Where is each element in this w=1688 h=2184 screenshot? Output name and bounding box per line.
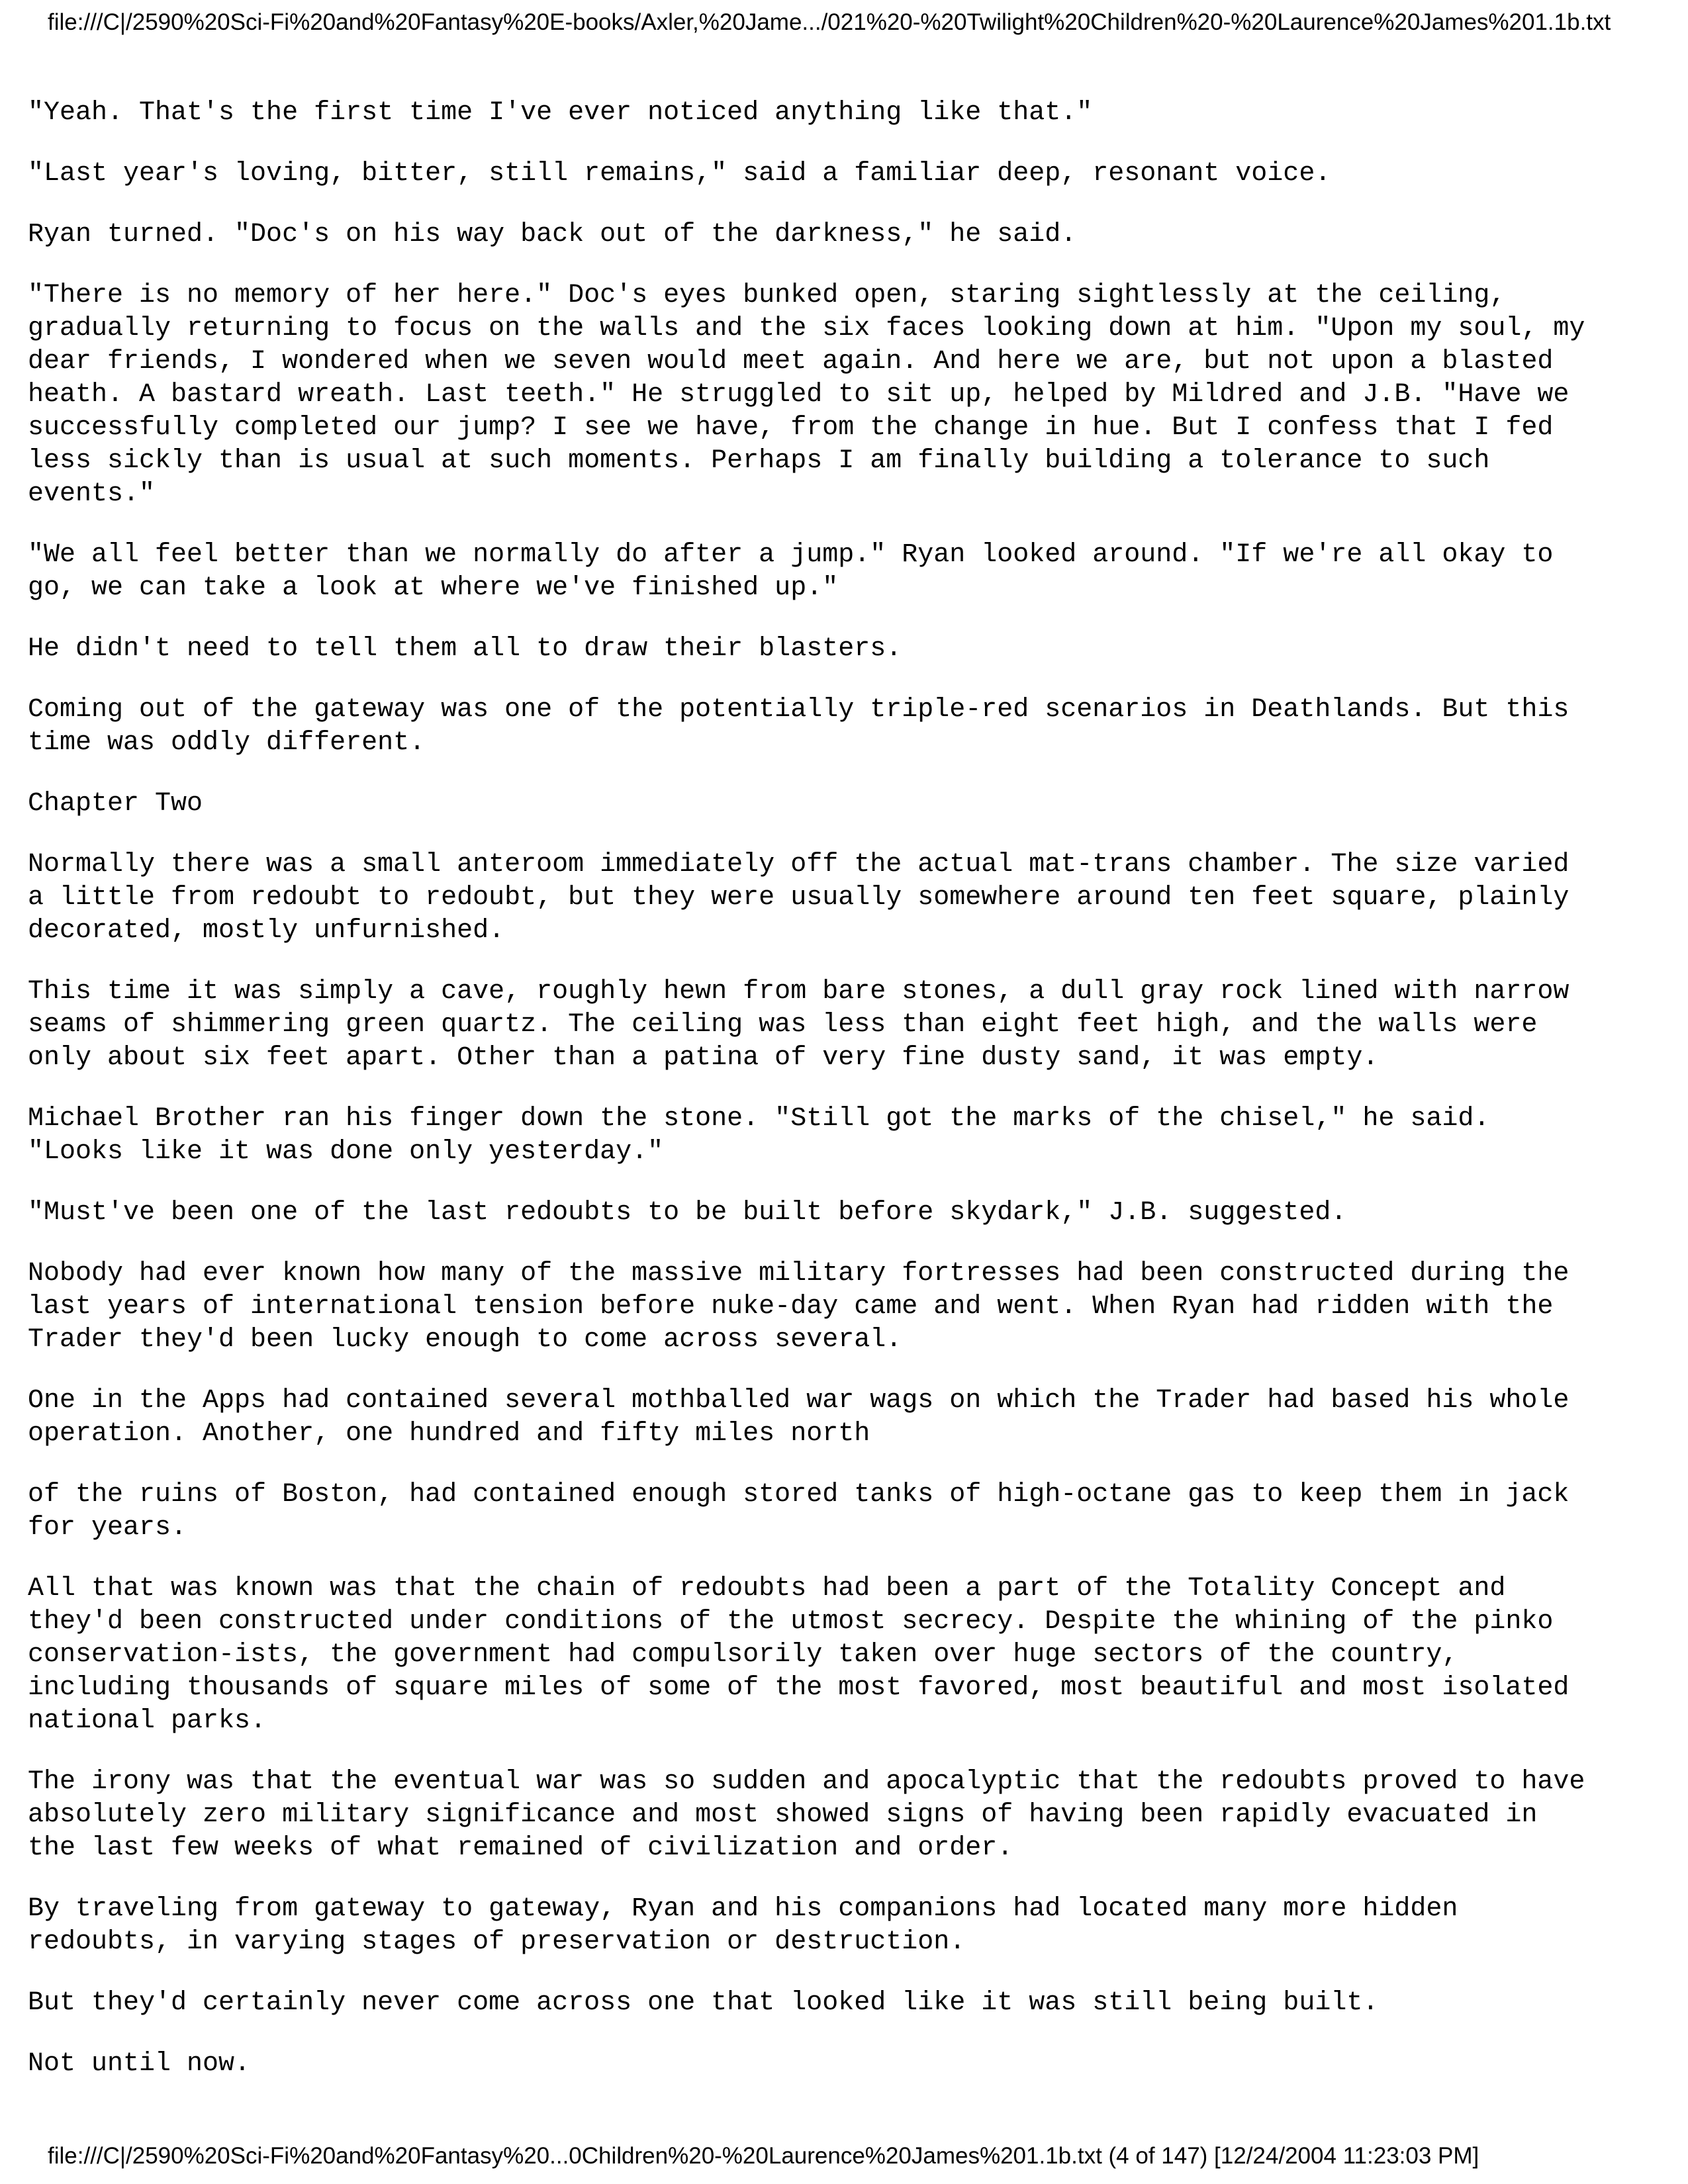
paragraph: "Yeah. That's the first time I've ever noticed anything like that.": [28, 98, 1093, 128]
paragraph: He didn't need to tell them all to draw their blasters.: [28, 634, 902, 664]
paragraph: "Must've been one of the last redoubts to be built before skydark," J.B. suggested.: [28, 1198, 1347, 1228]
paragraph: of the ruins of Boston, had contained enough stored tanks of high-octane gas to keep them in jack for years.: [28, 1480, 1570, 1543]
paragraph: Michael Brother ran his finger down the stone. "Still got the marks of the chisel," he said. "Looks like it was done only yesterday.": [28, 1104, 1490, 1167]
document-body: [28, 97, 1663, 2109]
paragraph: By traveling from gateway to gateway, Ryan and his companions had located many more hidden redoubts, in varying stages of preservation or destruction.: [28, 1894, 1458, 1957]
chapter-heading: Chapter Two: [28, 789, 203, 819]
paragraph: Ryan turned. "Doc's on his way back out of the darkness," he said.: [28, 220, 1077, 250]
footer-file-path: file:///C|/2590%20Sci-Fi%20and%20Fantasy%20...0Children%20-%20Laurence%20James%201.1b.txt (4 of 147) [12/24/2004 11:23:03 PM]: [48, 2143, 1479, 2169]
paragraph: Not until now.: [28, 2049, 251, 2079]
paragraph: Coming out of the gateway was one of the potentially triple-red scenarios in Deathlands. But this time was oddly different.: [28, 695, 1570, 758]
paragraph: "Last year's loving, bitter, still remains," said a familiar deep, resonant voice.: [28, 159, 1331, 189]
paragraph: This time it was simply a cave, roughly hewn from bare stones, a dull gray rock lined with narrow seams of shimmering green quartz. The ceiling was less than eight feet high, and the walls were only about six feet apart. Other than a patina of very fine dusty sand, it was empty.: [28, 977, 1570, 1073]
paragraph: All that was known was that the chain of redoubts had been a part of the Totality Concept and they'd been constructed under conditions of the utmost secrecy. Despite the whining of the pinko conservation-ists, the government had compulsorily taken over huge sectors of the country, including thousands of square miles of some of the most favored, most beautiful and most isolated national parks.: [28, 1574, 1570, 1736]
paragraph: Nobody had ever known how many of the massive military fortresses had been constructed during the last years of international tension before nuke-day came and went. When Ryan had ridden with the Trader they'd been lucky enough to come across several.: [28, 1259, 1570, 1355]
paragraph: "We all feel better than we normally do after a jump." Ryan looked around. "If we're all okay to go, we can take a look at where we've finished up.": [28, 540, 1554, 603]
paragraph: Normally there was a small anteroom immediately off the actual mat-trans chamber. The size varied a little from redoubt to redoubt, but they were usually somewhere around ten feet square, plainly decorated, mostly unfurnished.: [28, 850, 1570, 946]
paragraph: One in the Apps had contained several mothballed war wags on which the Trader had based his whole operation. Another, one hundred and fifty miles north: [28, 1386, 1570, 1449]
paragraph: But they'd certainly never come across one that looked like it was still being built.: [28, 1988, 1379, 2018]
paragraph: "There is no memory of her here." Doc's eyes bunked open, staring sightlessly at the ceiling, gradually returning to focus on the walls and the six faces looking down at him. "Upon my soul, my dear friends, I wondered when we seven would meet again. And here we are, but not upon a blasted heath. A bastard wreath. Last teeth." He struggled to sit up, helped by Mildred and J.B. "Have we successfully completed our jump? I see we have, from the change in hue. But I confess that I fed less sickly than is usual at such moments. Perhaps I am finally building a tolerance to such events.": [28, 281, 1585, 509]
header-file-path: file:///C|/2590%20Sci-Fi%20and%20Fantasy%20E-books/Axler,%20Jame.../021%20-%20Twilight%20Children%20-%20Laurence%20James%201.1b.txt: [48, 9, 1611, 35]
paragraph: The irony was that the eventual war was so sudden and apocalyptic that the redoubts proved to have absolutely zero military significance and most showed signs of having been rapidly evacuated in the last few weeks of what remained of civilization and order.: [28, 1767, 1585, 1863]
